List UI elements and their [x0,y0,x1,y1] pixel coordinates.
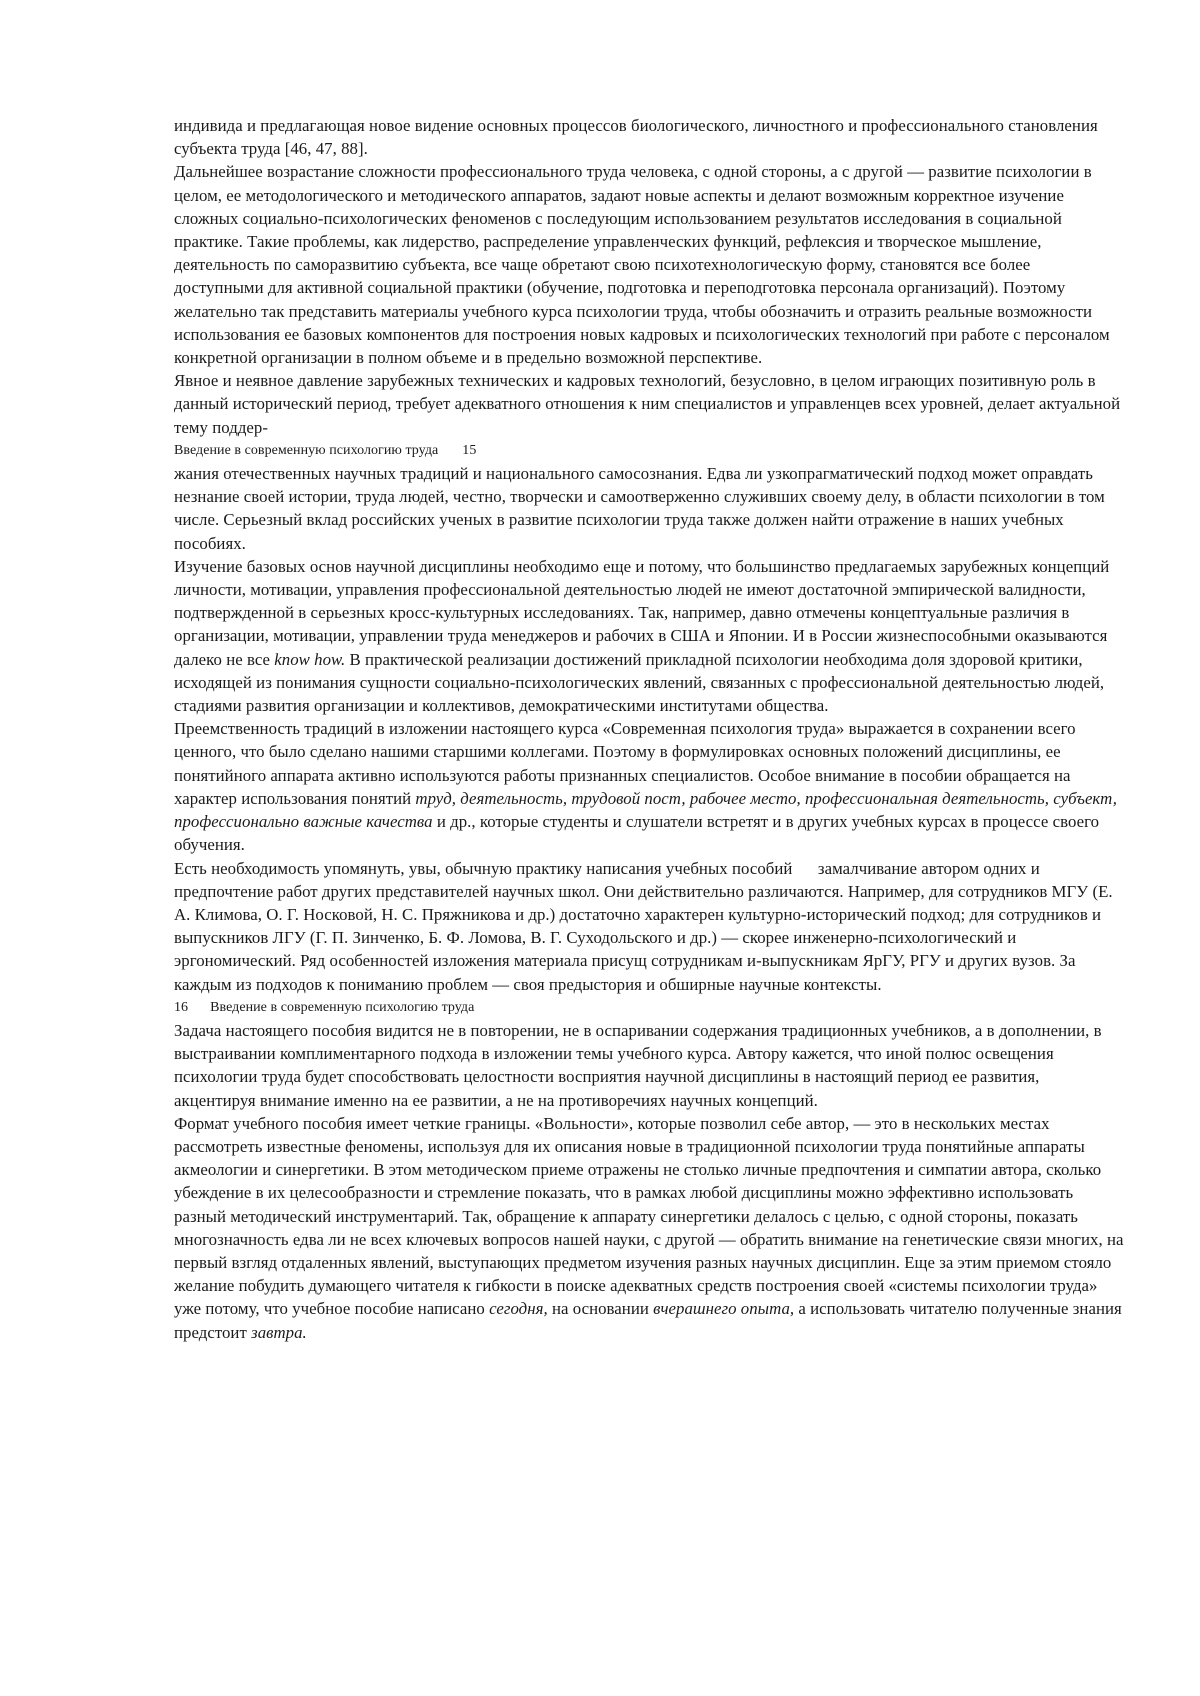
running-header-title: Введение в современную психологию труда [174,442,439,458]
paragraph-9-text-b: на основании [547,1299,654,1319]
paragraph-5-text-b: В практической реализации достижений прикладной психологии необходима доля здоровой критики, исходящей из понимания сущности социально-психологических явлений, связанных с профессиональной деятельностью людей, стадиями развития организации и коллективов, демократическими институтами общества. [174,649,1105,716]
document-page [174,114,1124,1344]
paragraph-6-text-a: Преемственность традиций в изложении настоящего курса «Современная психология труда» выражается в сохранении всего ценного, что было сделано нашими старшими коллегами. Поэтому в формулировках основных положений дисциплины, ее понятийного аппарата активно используются работы признанных специалистов. Особое внимание в пособии обращается на характер использования понятий [174,719,1076,808]
paragraph-4: жания отечественных научных традиций и национального самосознания. Едва ли узкопрагматический подход может оправдать незнание своей истории, труда людей, честно, творчески и самоотверженно служивших своему делу, в области психологии в том числе. Серьезный вклад российских ученых в развитие психологии труда также должен найти отражение в наших учебных пособиях. [174,464,1105,553]
paragraph-9-text-c: а использовать читателю полученные знания предстоит [174,1299,1122,1342]
paragraph-2: Дальнейшее возрастание сложности профессионального труда человека, с одной стороны, а с другой — развитие психологии в целом, ее методологического и методического аппаратов, задают новые аспекты и делают возможным корректное изучение сложных социально-психологических феноменов с последующим использованием результатов исследования в социальной практике. Такие проблемы, как лидерство, распределение управленческих функций, рефлексия и творческое мышление, деятельность по саморазвитию субъекта, все чаще обретают свою психотехнологическую форму, становятся все более доступными для активной социальной практики (обучение, подготовка и переподготовка персонала организаций). Поэтому желательно так представить материалы учебного курса психологии труда, чтобы обозначить и отразить реальные возможности использования ее базовых компонентов для построения новых кадровых и психологических технологий при работе с персоналом конкретной организации в полном объеме и в предельно возможной перспективе. [174,162,1110,368]
paragraph-1: индивида и предлагающая новое видение основных процессов биологического, личностного и профессионального становления субъекта труда [46, 47, 88]. [174,116,1098,159]
paragraph-8: Задача настоящего пособия видится не в повторении, не в оспаривании содержания традиционных учебников, а в дополнении, в выстраивании комплиментарного подхода в изложении темы учебного курса. Автору кажется, что иной полюс освещения психологии труда будет способствовать целостности восприятия научной дисциплины в настоящий период ее развития, акцентируя внимание именно на ее развитии, а не на противоречиях научных концепций. [174,1020,1102,1110]
paragraph-3: Явное и неявное давление зарубежных технических и кадровых технологий, безусловно, в целом играющих позитивную роль в данный исторический период, требует адекватного отношения к ним специалистов и управленцев всех уровней, делает актуальной тему поддер- [174,371,1121,437]
running-header-title: Введение в современную психологию труда [210,999,475,1015]
page-number: 15 [462,442,477,458]
paragraph-5-text-a: Изучение базовых основ научной дисциплины необходимо еще и потому, что большинство предлагаемых зарубежных концепций личности, мотивации, управления профессиональной деятельностью людей не имеют достаточной эмпирической валидности, подтвержденной в серьезных кросс-культурных исследованиях. Так, например, давно отмечены концептуальные различия в организации, мотивации, управлении труда менеджеров и рабочих в США и Японии. И в России жизнеспособными оказываются далеко не все [174,556,1110,669]
running-header-page-15 [174,439,1124,462]
running-header-page-16 [174,996,1124,1019]
paragraph-5 [174,555,1124,717]
paragraph-6-emphasis: труд, деятельность, трудовой пост, рабочее место, профессиональная деятельность, субъект, профессионально важные качества [174,788,1117,832]
paragraph-6 [174,717,1124,856]
paragraph-9-text-a: Формат учебного пособия имеет четкие границы. «Вольности», которые позволил себе автор, — это в нескольких местах рассмотреть известные феномены, используя для их описания новые в традиционной психологии труда понятийные аппараты акмеологии и синергетики. В этом методическом приеме отражены не столько личные предпочтения и симпатии автора, сколько убеждение в их целесообразности и стремление показать, что в рамках любой дисциплины можно эффективно использовать разный методический инструментарий. Так, обращение к аппарату синергетики делалось с целью, с одной стороны, показать многозначность едва ли не всех ключевых вопросов нашей науки, с другой — обратить внимание на генетические связи многих, на первый взгляд отдаленных явлений, выступающих предметом изучения разных научных дисциплин. Еще за этим приемом стояло желание побудить думающего читателя к гибкости в поиске адекватных средств построения своей «системы психологии труда» уже потому, что учебное пособие написано [174,1113,1124,1319]
paragraph-9-emphasis-1: сегодня, [489,1299,548,1319]
paragraph-6-text-b: и др., которые студенты и слушатели встретят и в других учебных курсах в процессе своего обучения. [174,812,1100,855]
paragraph-9 [174,1112,1124,1344]
paragraph-9-emphasis-2: вчерашнего опыта, [653,1299,795,1319]
paragraph-7: Есть необходимость упомянуть, увы, обычную практику написания учебных пособий замалчивание автором одних и предпочтение работ других представителей научных школ. Они действительно различаются. Например, для сотрудников МГУ (Е. А. Климова, О. Г. Носковой, Н. С. Пряжникова и др.) достаточно характерен культурно-исторический подход; для сотрудников и выпускников ЛГУ (Г. П. Зинченко, Б. Ф. Ломова, В. Г. Суходольского и др.) — скорее инженерно-психологический и эргономический. Ряд особенностей изложения материала присущ сотрудникам и-выпускникам ЯрГУ, РГУ и других вузов. За каждым из подходов к пониманию проблем — своя предыстория и обширные научные контексты. [174,858,1117,994]
page-number: 16 [174,999,189,1015]
paragraph-9-emphasis-3: завтра. [251,1322,307,1342]
paragraph-5-emphasis: know how. [274,649,346,669]
